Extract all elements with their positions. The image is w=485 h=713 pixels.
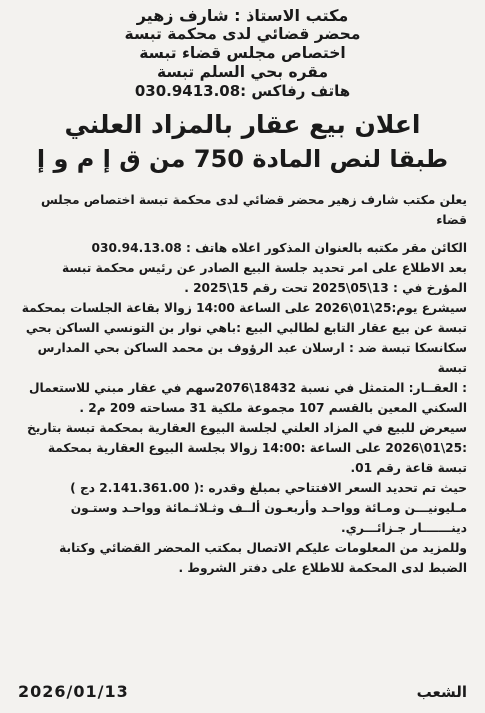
body-line: قضاء — [436, 213, 467, 227]
office-phone: هاتف رفاكس :030.9413.08 — [134, 82, 351, 100]
publication-date: 2026/01/13 — [18, 682, 129, 701]
body-line: الضبط لدى المحكمة للاطلاع على دفتر الشروط . — [178, 561, 467, 575]
body-line: دينـــــــار جـزائـــري. — [341, 521, 467, 535]
announcement-title: اعلان بيع عقار بالمزاد العلني — [64, 110, 421, 139]
announcement-body — [18, 190, 467, 578]
title-block — [18, 108, 467, 176]
body-line: يعلن مكتب شارف زهير محضر قضائي لدى محكمة تبسة اختصاص مجلس — [40, 193, 467, 207]
body-line: السكني المعين بالقسم 107 مجموعة ملكية 31 مساحته 209 م2 . — [79, 401, 467, 415]
body-line: تبسة قاعة رقم 01. — [350, 461, 467, 475]
body-line: المؤرخ في : 13\05\2025 تحت رقم 15\2025 . — [184, 281, 467, 295]
body-line: : العقــار: المتمثل في نسبة 18432\2076سهم في عقار مبني للاستعمال — [28, 381, 467, 395]
body-line: مـليونيـــن ومـائة وواحـد وأربعـون ألــف وثـلاثـمائة وواحـد وستـون — [70, 501, 467, 515]
jurisdiction: اختصاص مجلس قضاء تبسة — [139, 44, 346, 62]
body-line: حيث تم تحديد السعر الافتتاحي بمبلغ وقدره :( 2.141.361.00 دج ) — [70, 481, 467, 495]
newspaper-name: الشعب — [416, 683, 467, 701]
announcement-subtitle: طبقا لنص المادة 750 من ق إ م و إ — [36, 145, 449, 173]
body-line: سكانسكا تبسة ضد : ارسلان عبد الرؤوف بن محمد الساكن بحي المدارس — [37, 341, 467, 355]
body-line: سيشرع يوم:25\01\2026 على الساعة 14:00 زوالا بقاعة الجلسات بمحكمة — [21, 301, 467, 315]
body-line: وللمزيد من المعلومات عليكم الاتصال بمكتب المحضر القضائي وكتابة — [59, 541, 467, 555]
body-line: :25\01\2026 على الساعة :14:00 زوالا بجلسة البيوع العقارية بمحكمة — [47, 441, 467, 455]
footer — [18, 682, 467, 701]
office-address: مقره بحي السلم تبسة — [156, 63, 329, 81]
body-line: بعد الاطلاع على امر تحديد جلسة البيع الصادر عن رئيس محكمة تبسة — [61, 261, 467, 275]
bailiff-role: محضر قضائي لدى محكمة تبسة — [124, 25, 361, 43]
body-line: تبسة — [437, 361, 467, 375]
header-block — [18, 6, 467, 101]
body-line: الكائن مقر مكتبه بالعنوان المذكور اعلاه هاتف : 030.94.13.08 — [91, 241, 467, 255]
office-name: مكتب الاستاذ : شارف زهير — [136, 6, 349, 25]
body-line: سيعرض للبيع في المزاد العلني لجلسة البيوع العقارية بمحكمة تبسة بتاريخ — [26, 421, 467, 435]
body-line: تبسة عن بيع عقار التابع لطالبي البيع :باهي نوار بن التونسي الساكن بحي — [25, 321, 467, 335]
